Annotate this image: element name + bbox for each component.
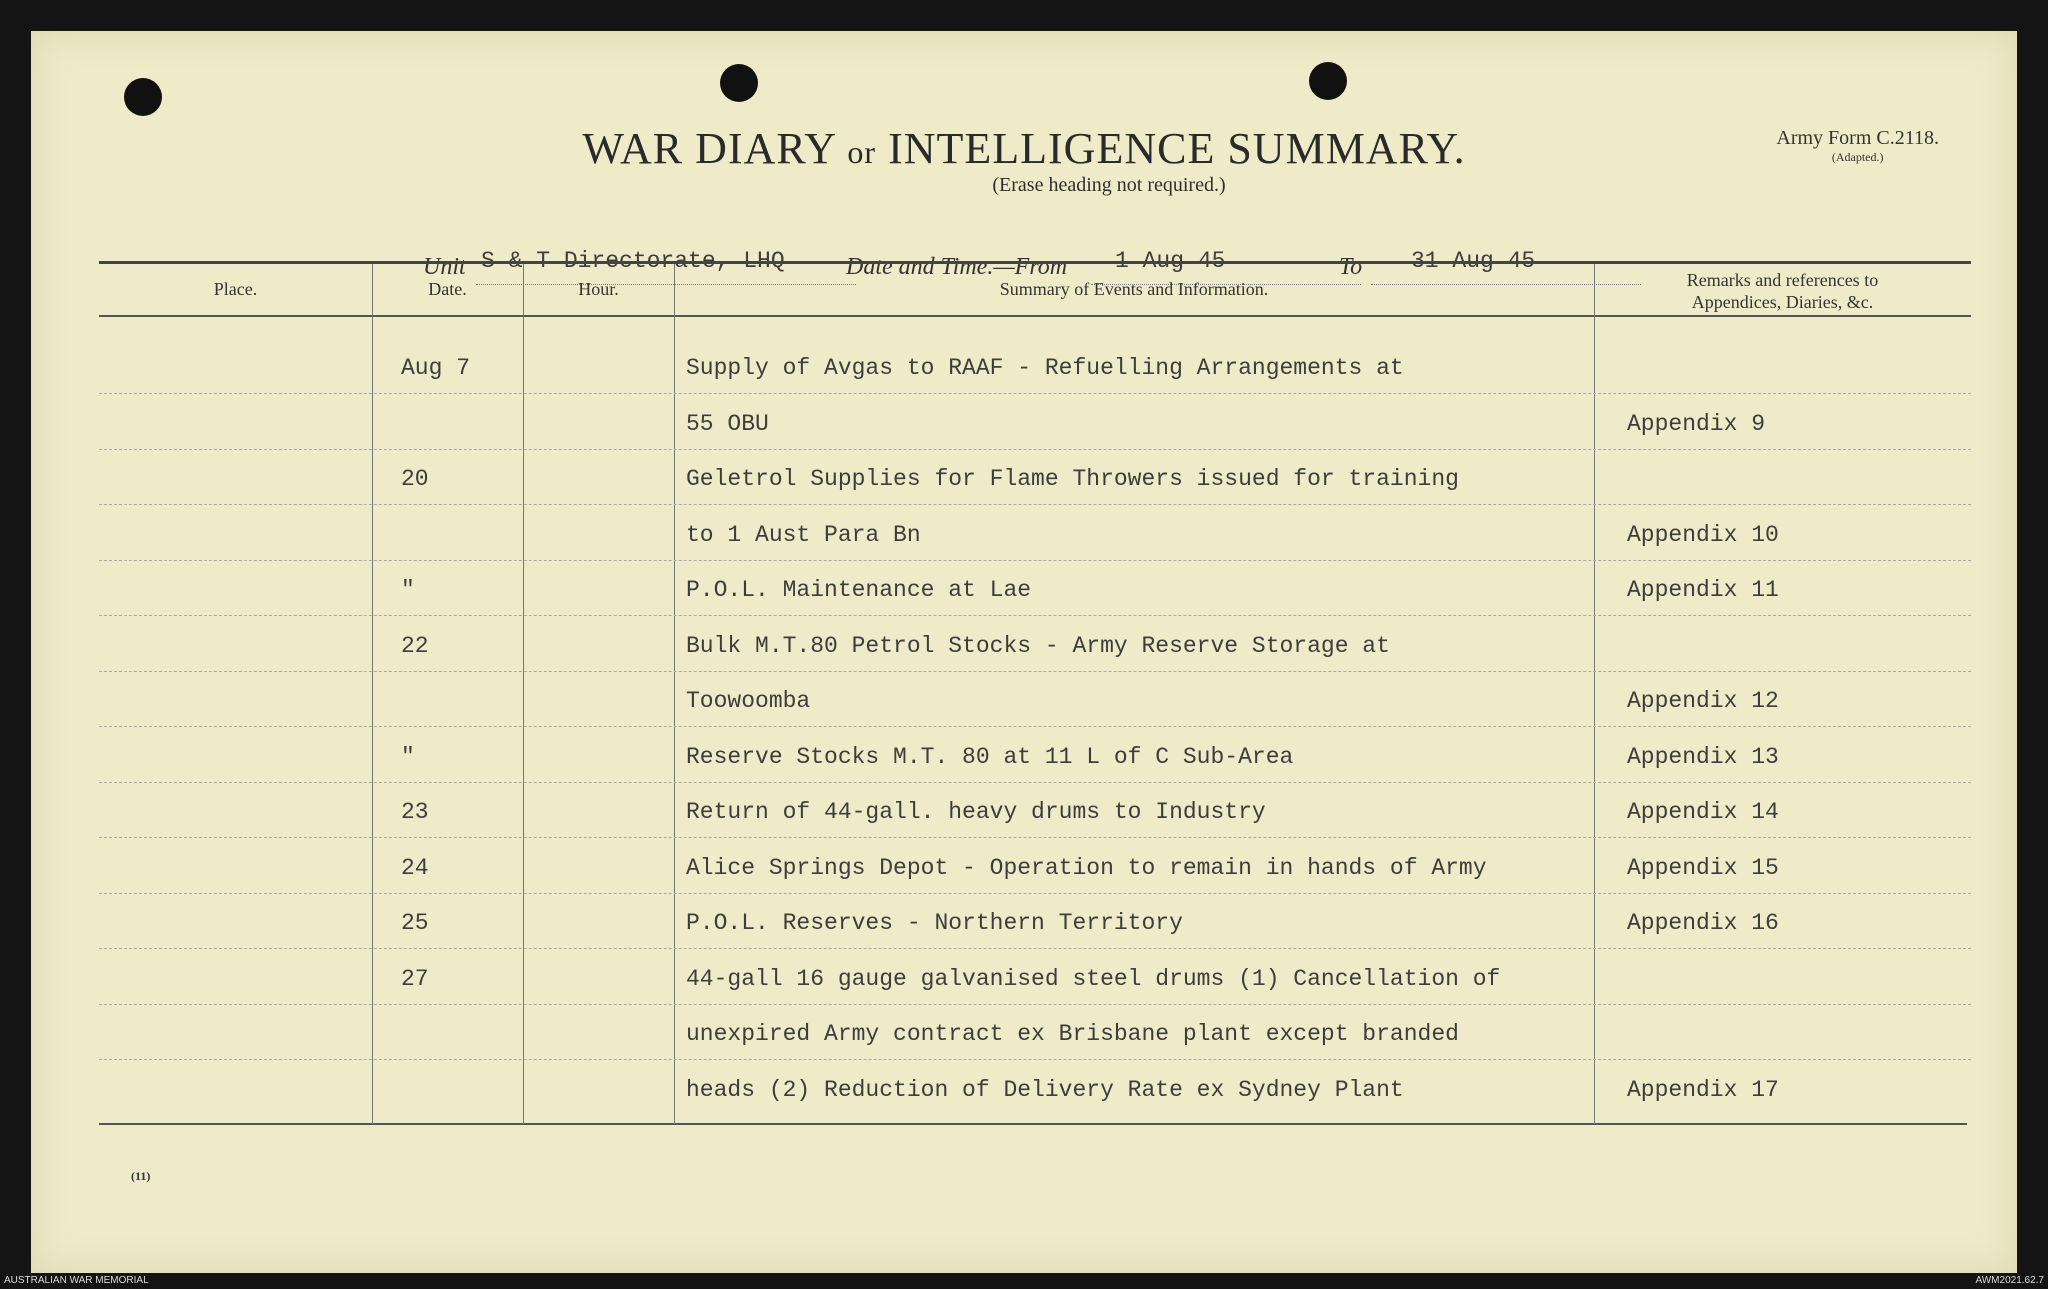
row-rule — [99, 726, 1971, 727]
row-rule — [99, 560, 1971, 561]
column-header-hour: Hour. — [578, 279, 619, 299]
row-summary: Supply of Avgas to RAAF - Refuelling Arrangements at — [686, 355, 1404, 381]
row-remarks: Appendix 15 — [1627, 854, 1779, 881]
row-rule — [99, 504, 1971, 505]
row-summary: 44-gall 16 gauge galvanised steel drums (1) Cancellation of — [686, 965, 1501, 992]
form-ref-sub: (Adapted.) — [1831, 150, 1884, 164]
row-summary: to 1 Aust Para Bn — [686, 521, 921, 548]
row-summary: Return of 44-gall. heavy drums to Industry — [686, 799, 1266, 825]
row-date: Aug 7 — [401, 355, 471, 381]
table-bottom-border — [99, 1123, 1967, 1125]
row-summary: P.O.L. Maintenance at Lae — [686, 577, 1032, 603]
row-date: 25 — [401, 910, 429, 936]
punch-hole — [124, 78, 162, 116]
punch-hole — [1309, 62, 1347, 100]
table-top-border — [99, 261, 1971, 264]
row-rule — [99, 1059, 1971, 1060]
footnote: (11) — [131, 1169, 151, 1183]
row-remarks: Appendix 12 — [1627, 688, 1779, 714]
row-rule — [99, 837, 1971, 838]
column-header-remarks — [1594, 269, 1971, 313]
row-summary: heads (2) Reduction of Delivery Rate ex Sydney Plant — [686, 1076, 1404, 1103]
unit-label: Unit — [423, 254, 466, 280]
row-rule — [99, 615, 1971, 616]
row-rule — [99, 893, 1971, 894]
row-date: 22 — [401, 632, 429, 659]
row-remarks: Appendix 13 — [1627, 743, 1779, 770]
row-summary: unexpired Army contract ex Brisbane plant except branded — [686, 1021, 1459, 1047]
row-summary: Toowoomba — [686, 688, 811, 714]
row-date: 24 — [401, 854, 429, 881]
remarks-header-line-2: Appendices, Diaries, &c. — [1691, 292, 1874, 312]
to-label: To — [1339, 254, 1363, 280]
row-summary: 55 OBU — [686, 410, 769, 437]
row-summary: Bulk M.T.80 Petrol Stocks - Army Reserve Storage at — [686, 632, 1390, 659]
row-rule — [99, 671, 1971, 672]
from-value: 1 Aug 45 — [1115, 248, 1226, 274]
row-remarks: Appendix 9 — [1627, 410, 1766, 437]
row-rule — [99, 1004, 1971, 1005]
row-date: " — [401, 743, 415, 770]
row-remarks: Appendix 11 — [1627, 577, 1779, 603]
subtitle: (Erase heading not required.) — [992, 174, 1226, 196]
page-title — [31, 123, 2017, 174]
row-summary: Geletrol Supplies for Flame Throwers issued for training — [686, 466, 1459, 492]
row-date: 20 — [401, 466, 429, 492]
row-remarks: Appendix 10 — [1627, 521, 1779, 548]
date-label: Date and Time.—From — [846, 254, 1068, 280]
title-part-2: INTELLIGENCE SUMMARY. — [888, 124, 1466, 173]
form-reference — [1776, 127, 1939, 165]
row-remarks: Appendix 16 — [1627, 910, 1779, 936]
row-summary: Alice Springs Depot - Operation to remain in hands of Army — [686, 854, 1487, 881]
to-value: 31 Aug 45 — [1411, 248, 1536, 274]
credit-right: AWM2021.62.7 — [1975, 1275, 2044, 1286]
row-rule — [99, 948, 1971, 949]
row-date: 27 — [401, 965, 429, 992]
row-summary: Reserve Stocks M.T. 80 at 11 L of C Sub-Area — [686, 743, 1294, 770]
row-remarks: Appendix 14 — [1627, 799, 1779, 825]
column-header-summary: Summary of Events and Information. — [999, 279, 1269, 299]
form-ref-label: Army Form C.2118. — [1776, 127, 1939, 149]
title-or: or — [847, 134, 877, 170]
column-header-date: Date. — [428, 279, 467, 299]
punch-hole — [720, 64, 758, 102]
document-page — [31, 31, 2017, 1273]
unit-value: S & T Directorate, LHQ — [481, 248, 785, 274]
header-bottom-border — [99, 315, 1971, 317]
row-rule — [99, 782, 1971, 783]
row-rule — [99, 393, 1971, 394]
row-date: 23 — [401, 799, 429, 825]
row-rule — [99, 449, 1971, 450]
remarks-header-line-1: Remarks and references to — [1686, 270, 1879, 290]
title-part-1: WAR DIARY — [582, 124, 836, 173]
row-summary: P.O.L. Reserves - Northern Territory — [686, 910, 1183, 936]
credit-left: AUSTRALIAN WAR MEMORIAL — [4, 1275, 149, 1286]
row-remarks: Appendix 17 — [1627, 1076, 1779, 1103]
row-date: " — [401, 577, 415, 603]
column-header-place: Place. — [213, 279, 258, 299]
